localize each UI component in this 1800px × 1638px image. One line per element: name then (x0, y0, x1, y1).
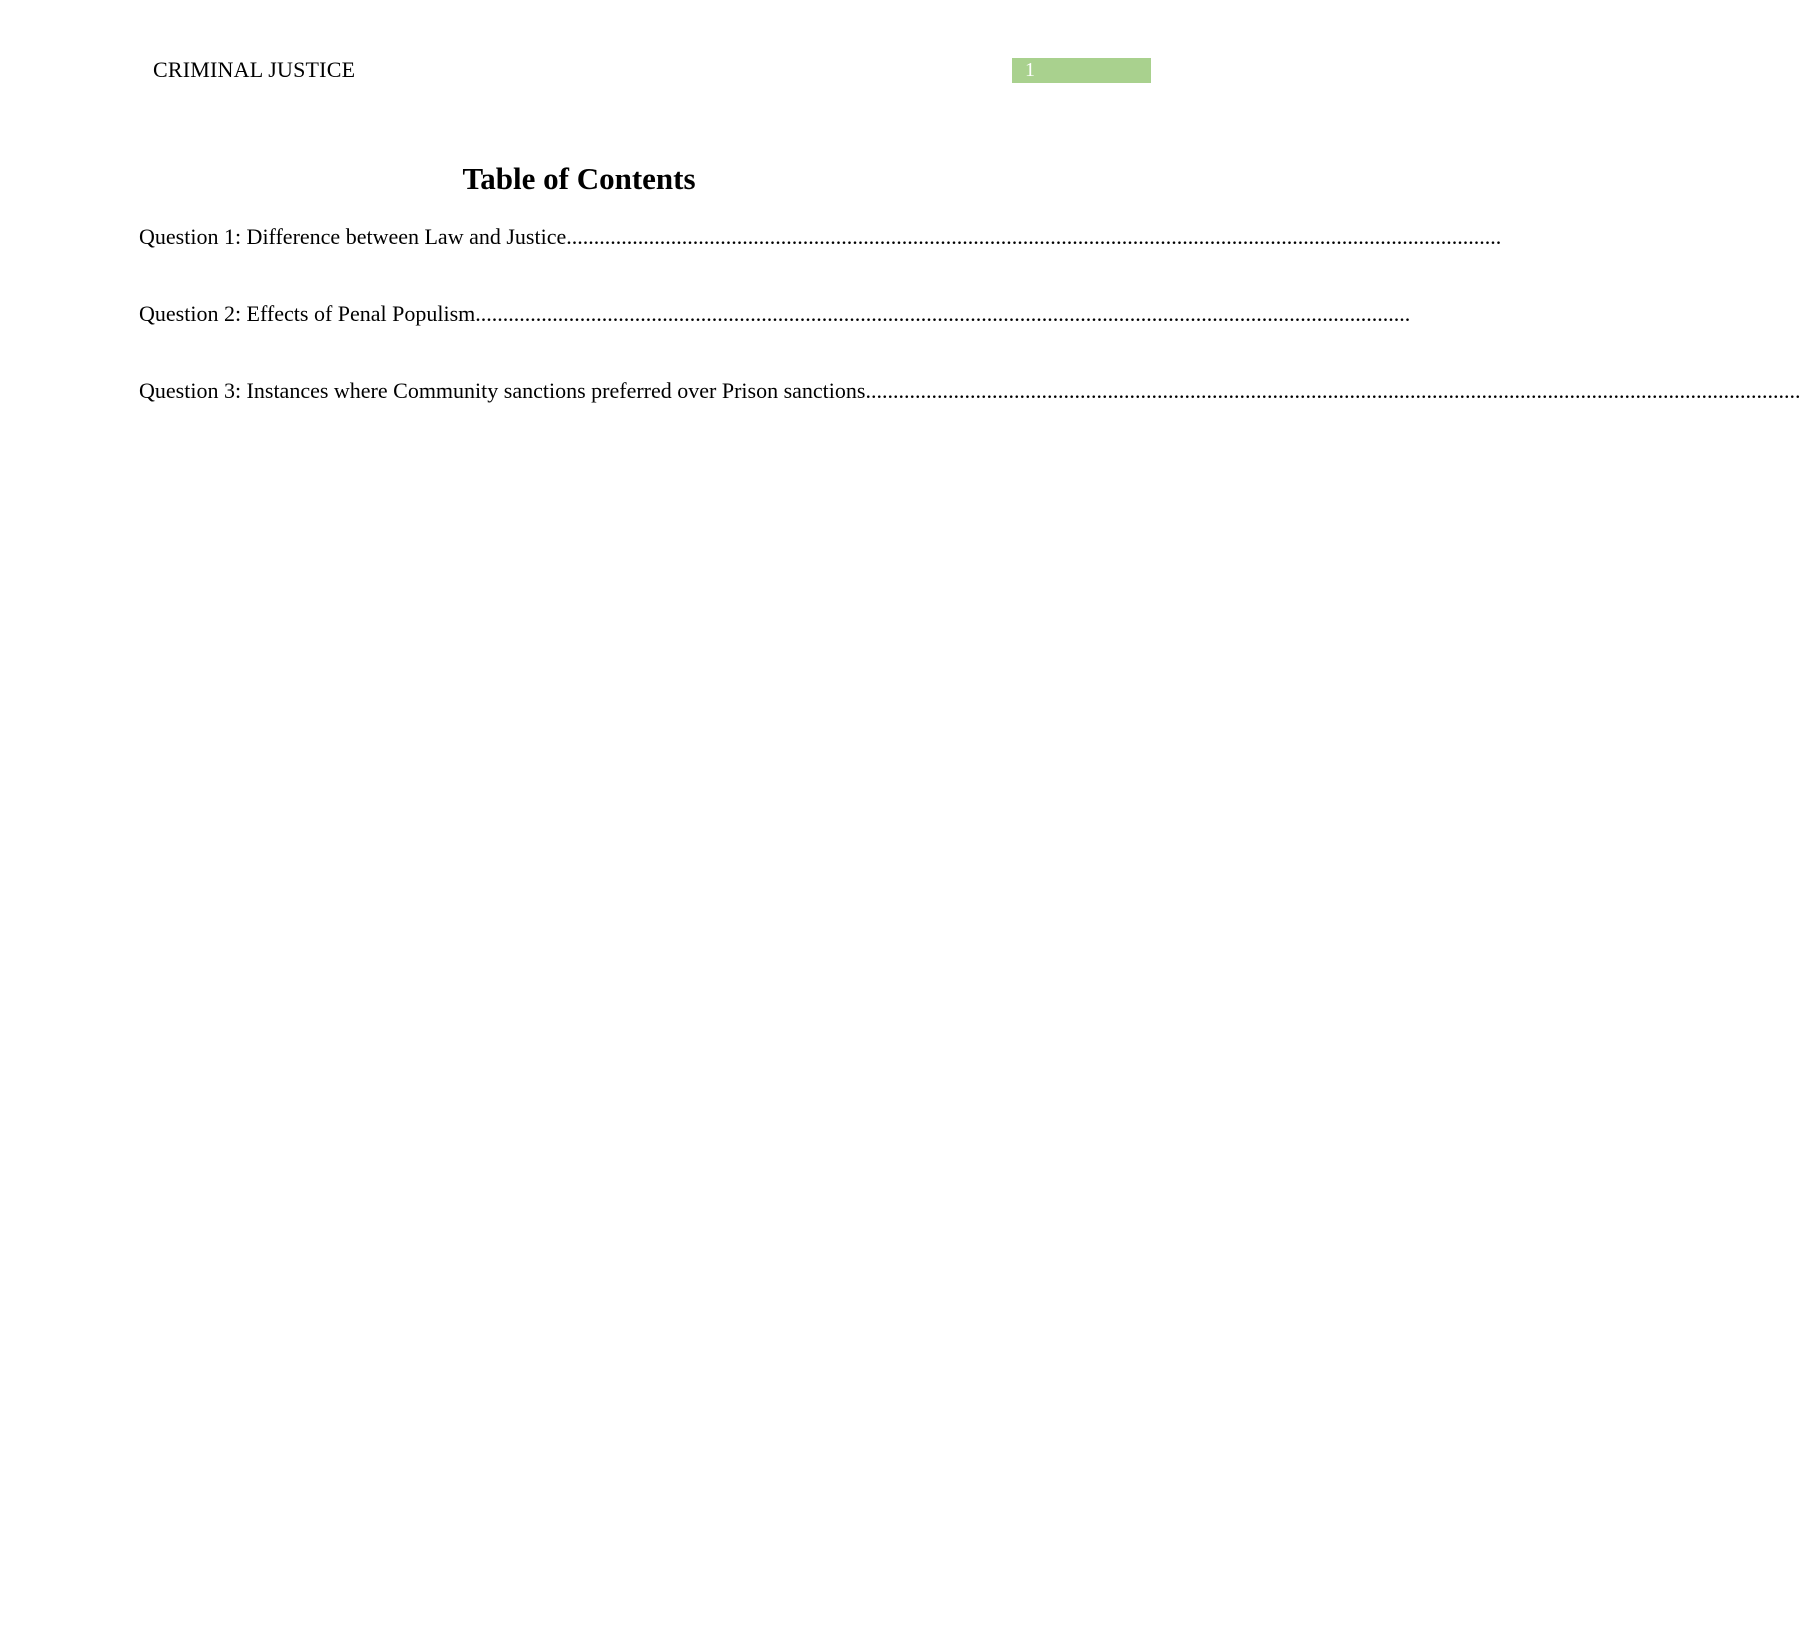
toc-leader-dots: .......................................................................................................................................................................... (475, 301, 1411, 326)
toc-leader-dots: .......................................................................................................................................................................... (865, 378, 1800, 403)
running-header-title: CRIMINAL JUSTICE (153, 57, 356, 82)
toc-heading: Table of Contents (462, 161, 696, 196)
toc-entry[interactable] (139, 222, 1502, 252)
toc-entry[interactable] (139, 376, 1800, 406)
toc-entry-label[interactable]: Question 2: Effects of Penal Populism (139, 299, 475, 329)
toc-entry-label[interactable]: Question 3: Instances where Community sanctions preferred over Prison sanctions (139, 376, 865, 406)
page-number-box (1012, 58, 1151, 83)
toc-leader-dots: .......................................................................................................................................................................... (566, 224, 1502, 249)
toc-entry-label[interactable]: Question 1: Difference between Law and Justice (139, 222, 566, 252)
page-number: 1 (1025, 59, 1035, 81)
toc-entry[interactable] (139, 299, 1411, 329)
